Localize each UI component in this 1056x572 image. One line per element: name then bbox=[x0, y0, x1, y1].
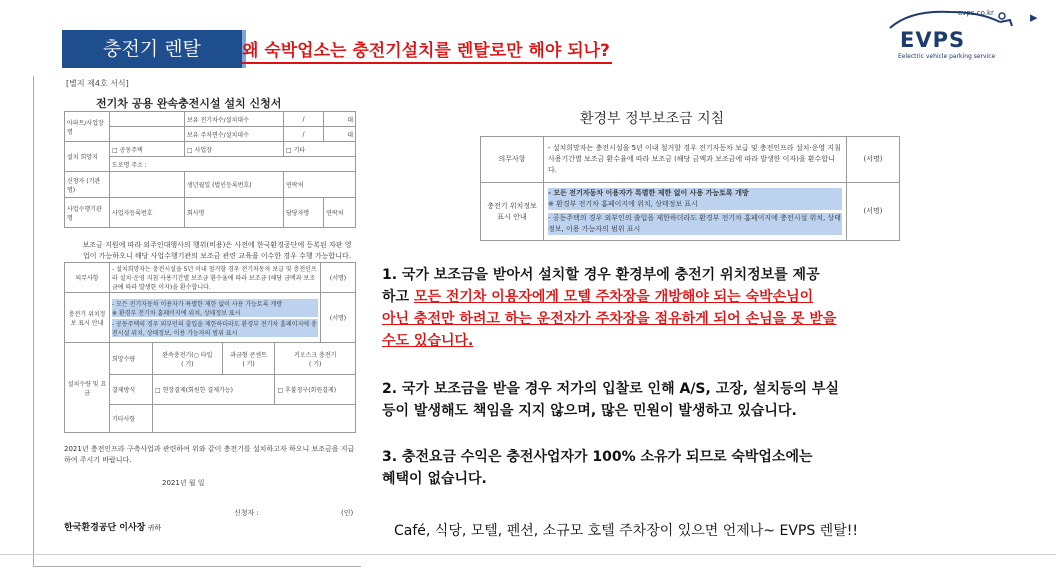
form-cell: 희망수량 bbox=[110, 343, 153, 375]
point-1-line-2: 하고 bbox=[382, 289, 414, 305]
form-date: 2021년 월 일 bbox=[162, 479, 205, 487]
form-option: □ 공동주택 bbox=[110, 142, 185, 157]
form-cell: 보유 주차면수/설치대수 bbox=[185, 127, 284, 142]
guideline-table bbox=[480, 136, 900, 242]
form-cell: (서명) bbox=[321, 293, 356, 343]
form-table-install bbox=[64, 342, 356, 433]
guideline-cell: (서명) bbox=[847, 137, 900, 183]
form-cell: 담당자명 bbox=[284, 198, 324, 228]
form-cell-label: 설치 희망지 bbox=[65, 142, 110, 172]
form-cell: 회사명 bbox=[185, 198, 284, 228]
point-1-red-2: 아닌 충전만 하려고 하는 운전자가 주차장을 점유하게 되어 손님을 못 받을 bbox=[382, 311, 837, 327]
form-cell: 결제방식 bbox=[110, 375, 153, 405]
form-option: □ 후불청구(회원결제) bbox=[275, 375, 356, 405]
point-2 bbox=[382, 378, 1022, 422]
form-cell: (서명) bbox=[321, 263, 356, 293]
form-cell: / bbox=[284, 112, 324, 127]
form-cell: 사업자등록번호 bbox=[110, 198, 185, 228]
guideline-highlight-text: - 모든 전기자동차 이용자가 특별한 제한 없이 사용 가능토록 개방 bbox=[548, 188, 842, 199]
form-recipient bbox=[64, 520, 161, 533]
form-cell: ( 기) bbox=[242, 360, 255, 368]
form-cell: 완속충전기(○ 타입 bbox=[162, 351, 213, 359]
guideline-highlight-text: ※ 환경부 전기차 홈페이지에 위치, 상태정보 표시 bbox=[548, 199, 842, 210]
point-3 bbox=[382, 446, 1022, 490]
logo-site: evps.co.kr bbox=[958, 9, 994, 17]
form-highlight-text: - 공동주택의 경우 외부인의 출입을 제한하더라도 환경부 전기차 홈페이지에 충전시설 위치, 상태정보, 이용 가능자의 범위 표시 bbox=[112, 320, 317, 337]
form-table-applicant bbox=[64, 111, 356, 228]
form-cell: / bbox=[284, 127, 324, 142]
form-option: □ 기타 bbox=[284, 142, 356, 157]
form-cell: 대 bbox=[324, 112, 356, 127]
slide-title: 왜 숙박업소는 충전기설치를 렌탈로만 해야 되나? bbox=[242, 36, 612, 64]
form-cell: ( 기) bbox=[181, 360, 194, 368]
point-2-line-1: 2. 국가 보조금을 받을 경우 저가의 입찰로 인해 A/S, 고장, 설치등의 부실 bbox=[382, 381, 839, 397]
form-cell-label: 사업수행기관명 bbox=[65, 198, 110, 228]
point-1 bbox=[382, 264, 1042, 352]
point-2-line-2: 등이 발생해도 책임을 지지 않으며, 많은 민원이 발생하고 있습니다. bbox=[382, 403, 797, 419]
point-1-red-3: 수도 있습니다. bbox=[382, 333, 474, 349]
logo-tagline: Eelectric vehicle parking service bbox=[898, 53, 996, 60]
guideline-cell-label: 의무사항 bbox=[481, 137, 544, 183]
section-tab: 충전기 렌탈 bbox=[62, 30, 246, 68]
bottom-divider bbox=[0, 554, 1056, 555]
form-recipient-name: 한국환경공단 이사장 bbox=[64, 523, 146, 533]
form-title: 전기차 공용 완속충전시설 설치 신청서 bbox=[96, 97, 282, 110]
form-highlight-text: ※ 환경부 전기차 홈페이지에 위치, 상태정보 표시 bbox=[112, 308, 318, 317]
form-seal: (인) bbox=[341, 509, 354, 517]
guideline-cell: (서명) bbox=[847, 183, 900, 241]
form-cell: - 설치희망자는 충전시설을 5년 이내 철거할 경우 전기차동차 보급 및 충전인프라 설치·운영 지침 사용기간별 보조금 환수율에 따라 보조금 (해당 금액과 보조금에 따라 발생한 이자)을 환수합니다. bbox=[110, 263, 321, 293]
guideline-title: 환경부 정부보조금 지침 bbox=[580, 111, 725, 127]
form-recipient-suffix: 귀하 bbox=[145, 524, 162, 532]
footer-slogan: Café, 식당, 모텔, 펜션, 소규모 호텔 주차장이 있으면 언제나~ EVPS 렌탈!! bbox=[394, 523, 858, 539]
point-1-line-1: 1. 국가 보조금을 받아서 설치할 경우 환경부에 충전기 위치정보를 제공 bbox=[382, 267, 820, 283]
form-cell-label: 아파트/사업장명 bbox=[65, 112, 110, 142]
logo-name: EVPS bbox=[900, 28, 966, 52]
form-cell: 대 bbox=[324, 127, 356, 142]
form-cell: 도로명 주소 : bbox=[110, 157, 356, 172]
guideline-cell-label: 충전기 위치정보 표시 안내 bbox=[481, 183, 544, 241]
point-3-line-2: 혜택이 없습니다. bbox=[382, 471, 487, 487]
form-cell: 키오스크 충전기 bbox=[293, 351, 337, 359]
form-paragraph-2: 2021년 충전인프라 구축사업과 관련하여 위와 같이 충전기를 설치하고자 하오니 보조금을 지급하여 주시기 바랍니다. bbox=[64, 445, 355, 464]
form-highlight-text: - 모든 전기자동차 이용자가 특별한 제한 없이 사용 가능토록 개방 bbox=[112, 299, 318, 308]
form-cell: 연락처 bbox=[324, 198, 356, 228]
form-option: □ 사업장 bbox=[185, 142, 284, 157]
form-cell: 보유 전기차수/설치대수 bbox=[185, 112, 284, 127]
form-cell: 과금형 콘센트 bbox=[230, 351, 267, 359]
form-option: □ 현장결제(회원한 결제가능) bbox=[153, 375, 275, 405]
form-table-duty bbox=[64, 262, 356, 343]
form-cell: 생년월일 (법인등록번호) bbox=[185, 172, 284, 198]
guideline-cell: - 설치희망자는 충전시설을 5년 이내 철거할 경우 전기자동차 보급 및 충전인프라 설치·운영 지침 사용기간별 보조금 환수율에 따라 보조금 (해당 금액과 보조금에 따라 발생한 이자)을 환수합니다. bbox=[544, 137, 847, 183]
form-cell-label: 의무사항 bbox=[65, 263, 110, 293]
form-cell: 기타사항 bbox=[110, 405, 153, 433]
form-paragraph-1: 보조금 지원에 따라 외주인대행사의 행위(비용)은 사전에 한국환경공단에 등록된 자판 영업이 가능하오니 해당 사업수행기관의 보조금 관련 교육을 이수한 경우 수행 가능합니다. bbox=[82, 241, 352, 260]
form-cell-label: 설치수량 및 요금 bbox=[65, 343, 110, 433]
form-cell-label: 충전기 위치정보 표시 안내 bbox=[65, 293, 110, 343]
form-cell-label: 신청자 (기관명) bbox=[65, 172, 110, 198]
point-3-line-1: 3. 충전요금 수익은 충전사업자가 100% 소유가 되므로 숙박업소에는 bbox=[382, 449, 813, 465]
form-note: [별지 제4호 서식] bbox=[66, 79, 129, 88]
edge-mark-top: ▸ bbox=[1030, 8, 1038, 26]
form-cell: ( 기) bbox=[309, 360, 322, 368]
form-cell: 연락처 bbox=[284, 172, 356, 198]
form-signer: 신청자 : bbox=[234, 509, 259, 517]
guideline-highlight-text: - 공동주택의 경우 외부인의 출입을 제한하더라도 환경부 전기차 홈페이지에 충전시설 위치, 상태정보, 이용 가능자의 범위 표시 bbox=[548, 214, 841, 233]
point-1-red-1: 모든 전기차 이용자에게 모텔 주차장을 개방해야 되는 숙박손님이 bbox=[413, 289, 814, 305]
